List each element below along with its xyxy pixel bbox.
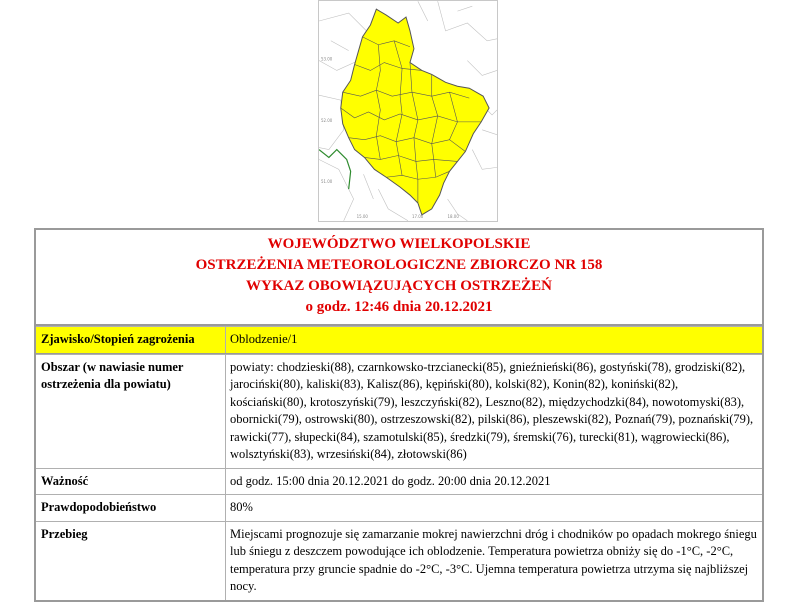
course-label: Przebieg — [36, 522, 226, 600]
table-row-phenomenon — [36, 326, 762, 354]
validity-value: od godz. 15:00 dnia 20.12.2021 do godz. 20:00 dnia 20.12.2021 — [230, 473, 551, 488]
voivodeship-map — [319, 1, 497, 221]
lon-label: 18.00 — [447, 213, 459, 219]
header-timestamp: o godz. 12:46 dnia 20.12.2021 — [305, 299, 493, 315]
document-header — [36, 230, 762, 326]
lat-label: 52.00 — [320, 117, 333, 123]
validity-label: Ważność — [36, 469, 226, 495]
header-voivodeship: WOJEWÓDZTWO WIELKOPOLSKIE — [267, 236, 531, 252]
phenomenon-label: Zjawisko/Stopień zagrożenia — [36, 327, 226, 353]
header-list-title: WYKAZ OBOWIĄZUJĄCYCH OSTRZEŻEŃ — [246, 278, 552, 294]
area-label: Obszar (w nawiasie numer ostrzeżenia dla powiatu) — [36, 355, 226, 468]
probability-value: 80% — [230, 500, 253, 514]
course-value: Miejscami prognozuje się zamarzanie mokrej nawierzchni dróg i chodników po opadach mokrego śniegu lub śniegu z deszczem powodujące ich oblodzenie. Temperatura powietrza obniży się do -1°C, -2°C, temperatura przy gruncie spadnie do -2°C, -3°C. Ujemna temperatura powietrza utrzyma się najbliższej nocy. — [230, 526, 757, 593]
lat-label: 51.00 — [320, 179, 333, 185]
lat-label: 53.00 — [320, 56, 333, 62]
warnings-table — [34, 228, 764, 602]
table-row-validity — [36, 468, 762, 495]
table-row-area — [36, 354, 762, 468]
lon-label: 17.00 — [411, 213, 424, 219]
area-value: powiaty: chodzieski(88), czarnkowsko-trzcianecki(85), gnieźnieński(86), gostyński(78), grodziski(82), jarociński(80), kaliski(83), Kalisz(86), kępiński(80), kolski(82), Konin(82), koniński(82), kościański(80), krotoszyński(79), leszczyński(82), Leszno(82), międzychodzki(84), nowotomyski(83), obornicki(79), ostrowski(80), ostrzeszowski(82), pilski(86), pleszewski(82), Poznań(79), poznański(79), rawicki(77), słupecki(84), szamotulski(85), średzki(79), śremski(76), turecki(81), wągrowiecki(86), wolsztyński(83), wrzesiński(84), złotowski(86) — [230, 359, 754, 461]
lon-label: 15.00 — [356, 213, 368, 219]
table-row-probability — [36, 494, 762, 521]
table-row-course — [36, 521, 762, 600]
phenomenon-value: Oblodzenie/1 — [226, 327, 762, 353]
warning-map — [318, 0, 498, 222]
voivodeship-outline — [341, 9, 489, 215]
header-warning-number: OSTRZEŻENIA METEOROLOGICZNE ZBIORCZO NR 158 — [195, 257, 603, 273]
probability-label: Prawdopodobieństwo — [36, 495, 226, 521]
